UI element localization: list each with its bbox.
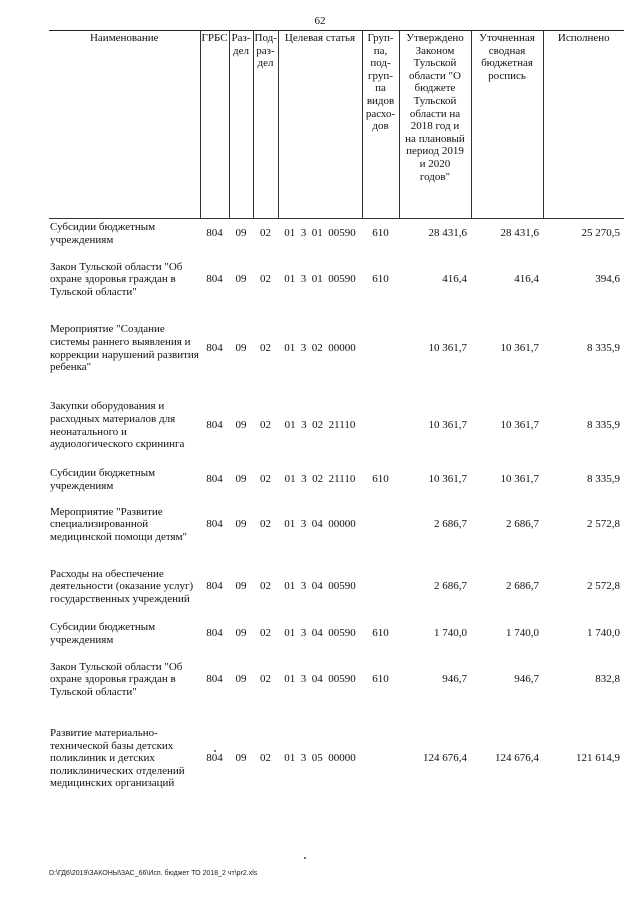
row-target: 01 3 05 00000 — [284, 752, 356, 765]
row-refined: 2 686,7 — [506, 518, 539, 531]
table-body — [49, 219, 624, 807]
row-podrazdel: 02 — [260, 342, 271, 355]
row-refined: 1 740,0 — [506, 627, 539, 640]
row-refined: 10 361,7 — [500, 419, 539, 432]
row-podrazdel: 02 — [260, 518, 271, 531]
header-target: Целевая статья — [278, 31, 362, 219]
row-group: 610 — [372, 627, 389, 640]
row-razdel: 09 — [235, 473, 247, 486]
row-target: 01 3 04 00590 — [284, 580, 356, 593]
row-grbs: 804 — [206, 342, 223, 355]
row-name: Мероприятие "Создание системы раннего выявления и коррекции нарушений развития ребенка" — [50, 323, 199, 374]
row-approved: 416,4 — [442, 273, 467, 286]
row-approved: 946,7 — [442, 673, 467, 686]
row-group — [362, 311, 399, 387]
header-podrazdel: Под- раз- дел — [253, 31, 278, 219]
row-approved: 2 686,7 — [434, 518, 467, 531]
row-executed: 832,8 — [595, 673, 620, 686]
row-executed: 8 335,9 — [587, 473, 620, 486]
row-refined: 2 686,7 — [506, 580, 539, 593]
row-grbs: 804 — [206, 473, 223, 486]
row-target: 01 3 04 00590 — [284, 627, 356, 640]
row-executed: 394,6 — [595, 273, 620, 286]
row-target: 01 3 01 00590 — [284, 227, 356, 240]
row-name: Субсидии бюджетным учреждениям — [50, 466, 156, 492]
row-grbs: 804 — [206, 580, 223, 593]
row-name: Закупки оборудования и расходных материалов для неонатального и аудиологического скрининга — [50, 400, 185, 451]
row-podrazdel: 02 — [260, 473, 271, 486]
row-approved: 124 676,4 — [423, 752, 467, 765]
row-refined: 28 431,6 — [500, 227, 539, 240]
row-name: Развитие материально-технической базы детских поликлиник и детских поликлинических отделений медицинских организаций — [50, 727, 185, 790]
header-refined: Уточненная сводная бюджетная роспись — [471, 31, 543, 219]
row-name: Закон Тульской области "Об охране здоровья граждан в Тульской области" — [50, 260, 183, 298]
row-group: 610 — [372, 273, 389, 286]
row-razdel: 09 — [235, 580, 247, 593]
row-refined: 10 361,7 — [500, 342, 539, 355]
row-razdel: 09 — [235, 627, 247, 640]
header-grbs: ГРБС — [200, 31, 229, 219]
budget-table-sheet — [49, 30, 624, 807]
row-grbs: 804 — [206, 227, 223, 240]
header-razdel: Раз- дел — [229, 31, 253, 219]
table-row — [49, 465, 624, 495]
row-target: 01 3 04 00590 — [284, 673, 356, 686]
row-approved: 1 740,0 — [434, 627, 467, 640]
row-grbs: 804 — [206, 673, 223, 686]
header-executed: Исполнено — [543, 31, 624, 219]
row-group: 610 — [372, 227, 389, 240]
row-approved: 10 361,7 — [428, 419, 467, 432]
row-executed: 8 335,9 — [587, 419, 620, 432]
row-podrazdel: 02 — [260, 419, 271, 432]
header-name: Наименование — [49, 31, 200, 219]
row-group — [362, 555, 399, 619]
row-group: 610 — [372, 473, 389, 486]
row-grbs: 804 — [206, 627, 223, 640]
row-approved: 10 361,7 — [428, 342, 467, 355]
row-target: 01 3 02 21110 — [284, 473, 356, 486]
row-name: Субсидии бюджетным учреждениям — [50, 221, 156, 246]
row-razdel: 09 — [235, 273, 247, 286]
row-grbs: 804 — [206, 752, 223, 765]
row-name: Мероприятие "Развитие специализированной медицинской помощи детям" — [50, 505, 188, 543]
row-group — [362, 711, 399, 807]
row-name: Расходы на обеспечение деятельности (оказание услуг) государственных учреждений — [50, 567, 194, 605]
row-approved: 10 361,7 — [428, 473, 467, 486]
table-row — [49, 495, 624, 555]
table-header — [49, 31, 624, 219]
row-executed: 2 572,8 — [587, 580, 620, 593]
row-executed: 25 270,5 — [581, 227, 620, 240]
row-group: 610 — [372, 673, 389, 686]
table-row — [49, 555, 624, 619]
budget-table — [49, 30, 624, 807]
row-razdel: 09 — [235, 342, 247, 355]
row-group — [362, 495, 399, 555]
row-podrazdel: 02 — [260, 580, 271, 593]
table-row — [49, 619, 624, 649]
row-target: 01 3 02 21110 — [284, 419, 356, 432]
row-grbs: 804 — [206, 273, 223, 286]
row-target: 01 3 02 00000 — [284, 342, 356, 355]
row-razdel: 09 — [235, 673, 247, 686]
row-podrazdel: 02 — [260, 752, 271, 765]
page-number: 62 — [314, 15, 326, 27]
row-podrazdel: 02 — [260, 673, 271, 686]
row-razdel: 09 — [235, 518, 247, 531]
row-refined: 416,4 — [514, 273, 539, 286]
row-refined: 946,7 — [514, 673, 539, 686]
row-target: 01 3 01 00590 — [284, 273, 356, 286]
footer-file-path: D:\ГД6\2019\ЗАКОНЫ\ЗАС_66\Исп. бюджет ТО 2018_2 чт\pr2.xls — [49, 870, 258, 877]
row-name: Субсидии бюджетным учреждениям — [50, 620, 156, 646]
row-executed: 8 335,9 — [587, 342, 620, 355]
row-group — [362, 387, 399, 465]
row-razdel: 09 — [235, 419, 247, 432]
row-refined: 124 676,4 — [495, 752, 539, 765]
row-refined: 10 361,7 — [500, 473, 539, 486]
row-razdel: 09 — [235, 227, 247, 240]
row-approved: 28 431,6 — [428, 227, 467, 240]
header-group: Груп- па, под- груп- па видов расхо- дов — [362, 31, 399, 219]
table-row — [49, 711, 624, 807]
row-executed: 2 572,8 — [587, 518, 620, 531]
scan-speck — [304, 857, 306, 859]
table-row — [49, 249, 624, 311]
row-approved: 2 686,7 — [434, 580, 467, 593]
table-row — [49, 649, 624, 711]
row-podrazdel: 02 — [260, 273, 271, 286]
row-name: Закон Тульской области "Об охране здоровья граждан в Тульской области" — [50, 660, 183, 698]
row-executed: 121 614,9 — [576, 752, 620, 765]
table-row — [49, 311, 624, 387]
header-approved: Утверждено Законом Тульской области "О бюджете Тульской области на 2018 год и на плановый период 2019 и 2020 годов" — [399, 31, 471, 219]
scan-speck — [214, 750, 216, 752]
row-razdel: 09 — [235, 752, 247, 765]
table-row — [49, 387, 624, 465]
row-grbs: 804 — [206, 419, 223, 432]
row-grbs: 804 — [206, 518, 223, 531]
table-row — [49, 219, 624, 249]
row-podrazdel: 02 — [260, 627, 271, 640]
row-podrazdel: 02 — [260, 227, 271, 240]
row-executed: 1 740,0 — [587, 627, 620, 640]
row-target: 01 3 04 00000 — [284, 518, 356, 531]
